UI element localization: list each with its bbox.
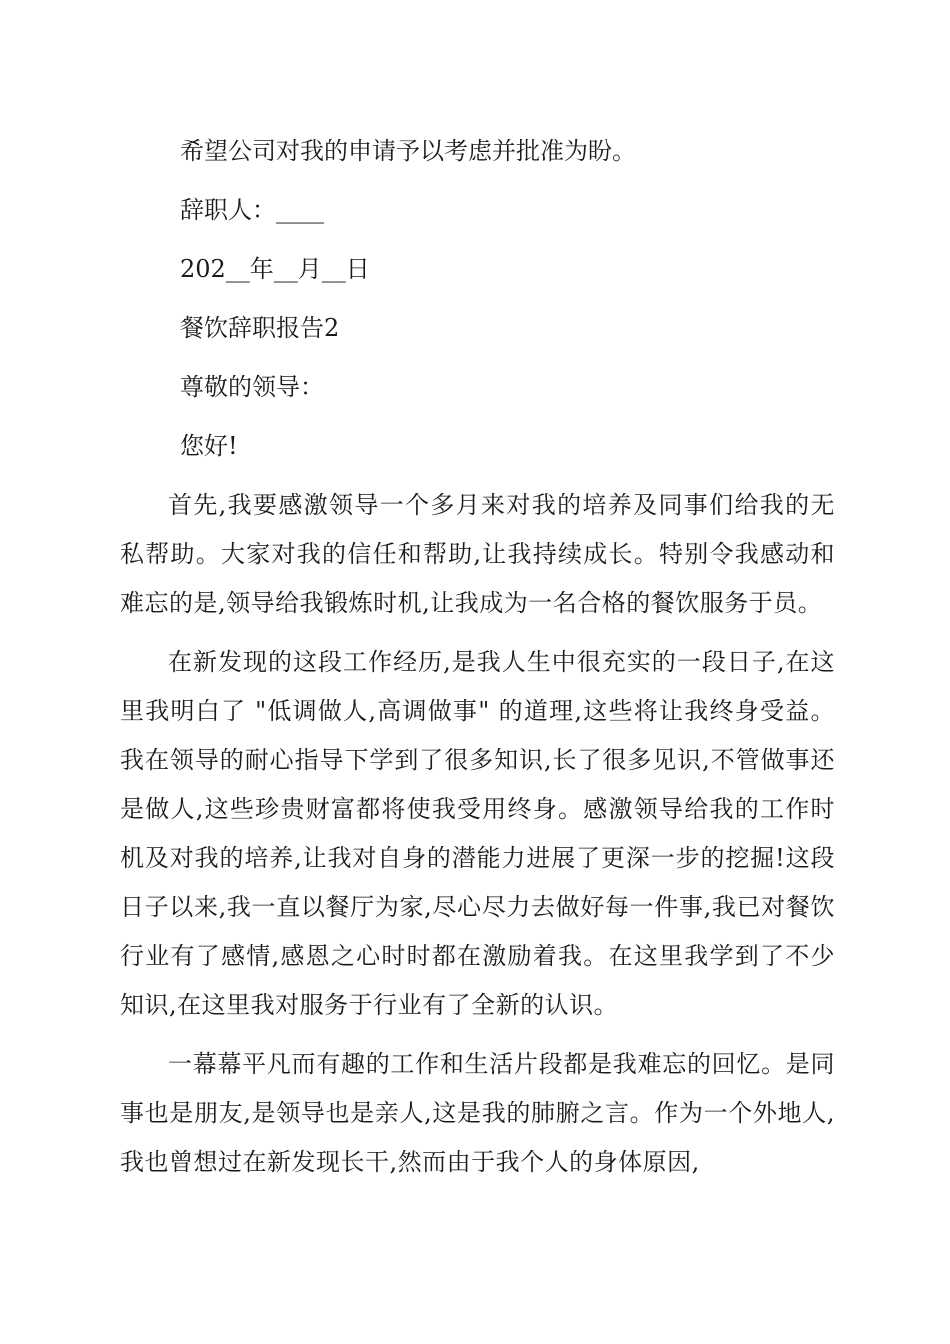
- body-paragraph-3: 一幕幕平凡而有趣的工作和生活片段都是我难忘的回忆。是同事也是朋友,是领导也是亲人,这是我的肺腑之言。作为一个外地人,我也曾想过在新发现长干,然而由于我个人的身体原因,: [120, 1050, 835, 1176]
- date-line: 202__年__月__日: [180, 255, 370, 283]
- greeting-line: 您好!: [180, 432, 238, 460]
- closing-request-line: 希望公司对我的申请予以考虑并批准为盼。: [180, 137, 636, 165]
- signature-line: 辞职人：____: [180, 196, 324, 224]
- section-title: 餐饮辞职报告2: [180, 314, 340, 342]
- salutation-line: 尊敬的领导：: [180, 373, 324, 401]
- document-body: [120, 127, 835, 1187]
- body-paragraph-2: 在新发现的这段工作经历,是我人生中很充实的一段日子,在这里我明白了 "低调做人,高调做事" 的道理,这些将让我终身受益。我在领导的耐心指导下学到了很多知识,长了很多见识,不管做事还是做人,这些珍贵财富都将使我受用终身。感激领导给我的工作时机及对我的培养,让我对自身的潜能力进展了更深一步的挖掘!这段日子以来,我一直以餐厅为家,尽心尽力去做好每一件事,我已对餐饮行业有了感情,感恩之心时时都在激励着我。在这里我学到了不少知识,在这里我对服务于行业有了全新的认识。: [120, 648, 835, 1019]
- body-paragraph-1: 首先,我要感激领导一个多月来对我的培养及同事们给我的无私帮助。大家对我的信任和帮助,让我持续成长。特别令我感动和难忘的是,领导给我锻炼时机,让我成为一名合格的餐饮服务于员。: [120, 491, 835, 617]
